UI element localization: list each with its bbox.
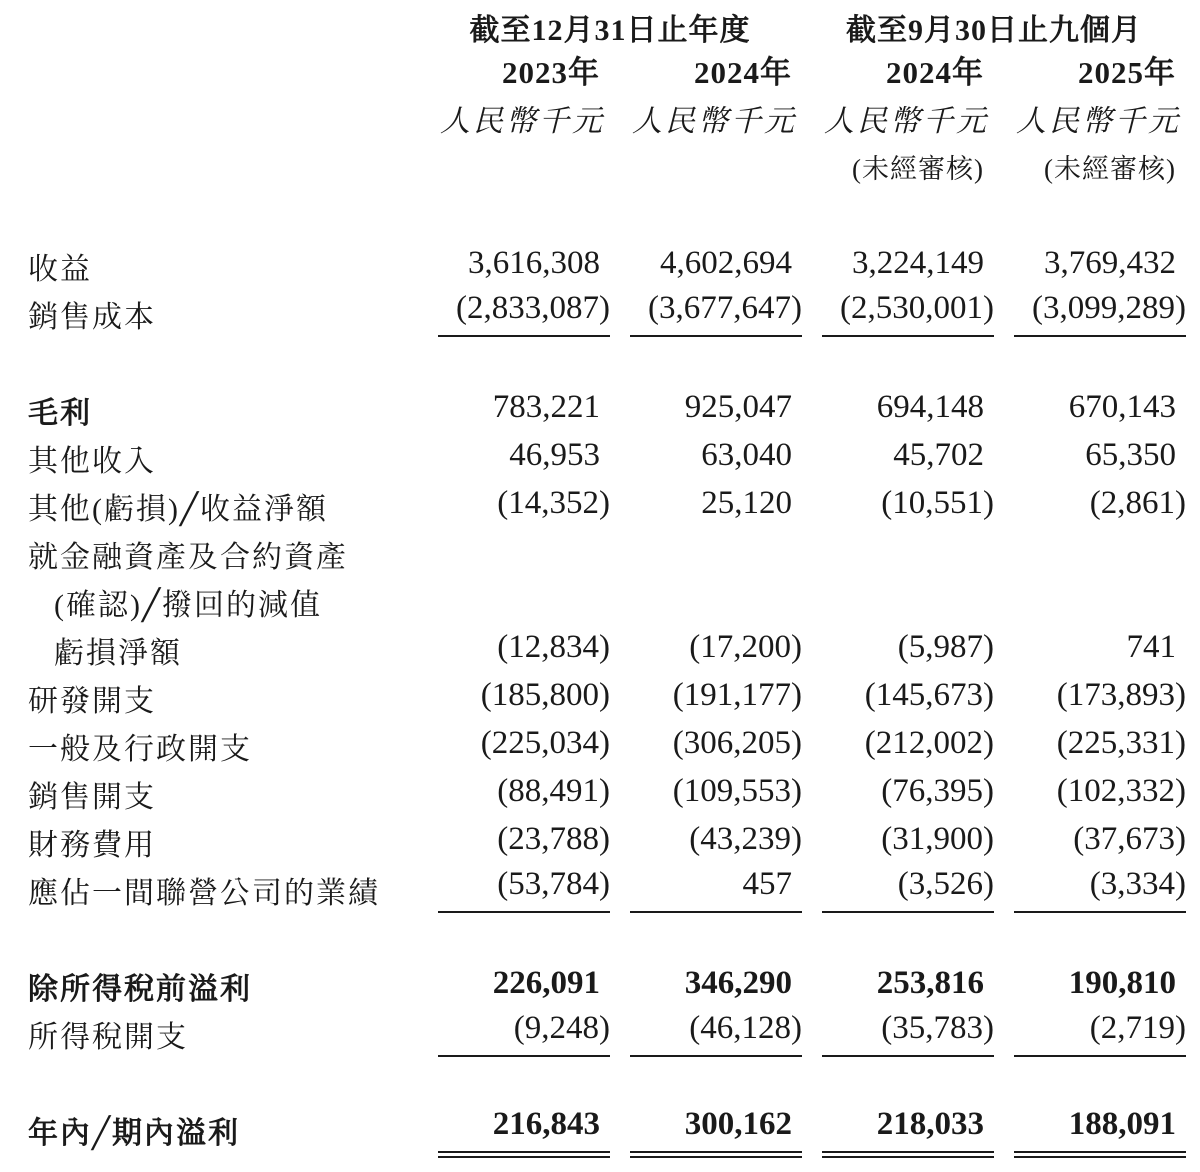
value-cell: 216,843 bbox=[418, 1106, 610, 1154]
value-cell: (212,002) bbox=[864, 725, 994, 761]
value-cell: 226,091 bbox=[492, 965, 600, 1001]
year-header-2023: 2023年 bbox=[502, 55, 600, 90]
row-label: 年內╱期內溢利 bbox=[28, 1117, 241, 1150]
row-label: 收益 bbox=[28, 253, 92, 286]
value-cell: (37,673) bbox=[1073, 821, 1186, 857]
value-cell: 65,350 bbox=[1085, 437, 1176, 473]
row-label: 銷售開支 bbox=[28, 781, 156, 814]
value-cell: (53,784) bbox=[418, 866, 610, 914]
value-cell: 346,290 bbox=[684, 965, 792, 1001]
col-group-nine-months: 截至9月30日止九個月 bbox=[846, 14, 1142, 47]
row-profit-before-tax bbox=[28, 962, 1186, 1010]
row-label: 就金融資產及合約資產 bbox=[28, 541, 348, 574]
row-profit-for-the-period bbox=[28, 1106, 1186, 1154]
row-impairment-net-loss bbox=[28, 626, 1186, 674]
value-cell: (43,239) bbox=[689, 821, 802, 857]
value-cell: 25,120 bbox=[701, 485, 792, 521]
unit-cell: 人民幣千元 bbox=[440, 104, 605, 138]
row-label: 其他收入 bbox=[28, 445, 156, 478]
value-cell: (9,248) bbox=[418, 1010, 610, 1058]
year-header-2024: 2024年 bbox=[694, 55, 792, 90]
value-cell: 3,616,308 bbox=[468, 245, 600, 281]
value-cell: (2,719) bbox=[994, 1010, 1186, 1058]
value-cell: (3,677,647) bbox=[610, 290, 802, 338]
row-label: 虧損淨額 bbox=[54, 637, 182, 670]
value-cell: (88,491) bbox=[497, 773, 610, 809]
value-cell: (102,332) bbox=[1056, 773, 1186, 809]
value-cell: 925,047 bbox=[684, 389, 792, 425]
value-cell: (5,987) bbox=[897, 629, 994, 665]
value-cell: 4,602,694 bbox=[660, 245, 792, 281]
row-share-of-associate-results bbox=[28, 866, 1186, 914]
empty-cell bbox=[610, 148, 802, 194]
row-label: 毛利 bbox=[28, 397, 92, 430]
spacer-row bbox=[28, 914, 1186, 962]
row-label: 除所得稅前溢利 bbox=[28, 973, 252, 1006]
row-admin-expenses bbox=[28, 722, 1186, 770]
row-label: 研發開支 bbox=[28, 685, 156, 718]
spacer-row bbox=[28, 1058, 1186, 1106]
empty-cell bbox=[610, 530, 802, 578]
value-cell: 694,148 bbox=[876, 389, 984, 425]
value-cell: 741 bbox=[1126, 629, 1176, 665]
row-label: 其他(虧損)╱收益淨額 bbox=[28, 493, 329, 526]
unaudited-note-row bbox=[28, 148, 1186, 194]
row-other-income bbox=[28, 434, 1186, 482]
value-cell: 783,221 bbox=[492, 389, 600, 425]
value-cell: (76,395) bbox=[881, 773, 994, 809]
row-label: 一般及行政開支 bbox=[28, 733, 252, 766]
value-cell: (2,530,001) bbox=[802, 290, 994, 338]
row-income-tax-expense bbox=[28, 1010, 1186, 1058]
value-cell: (35,783) bbox=[802, 1010, 994, 1058]
row-label: 銷售成本 bbox=[28, 301, 156, 334]
empty-cell bbox=[610, 578, 802, 626]
spacer-row bbox=[28, 338, 1186, 386]
empty-cell bbox=[802, 578, 994, 626]
empty-cell bbox=[994, 530, 1186, 578]
unit-cell: 人民幣千元 bbox=[632, 104, 797, 138]
row-cost-of-sales bbox=[28, 290, 1186, 338]
currency-unit-row bbox=[28, 100, 1186, 148]
value-cell: (2,833,087) bbox=[418, 290, 610, 338]
value-cell: 670,143 bbox=[1068, 389, 1176, 425]
value-cell: (3,526) bbox=[802, 866, 994, 914]
row-other-net-loss-gain bbox=[28, 482, 1186, 530]
value-cell: (23,788) bbox=[497, 821, 610, 857]
row-label: (確認)╱撥回的減值 bbox=[54, 589, 323, 622]
value-cell: 3,224,149 bbox=[852, 245, 984, 281]
col-group-year-ended: 截至12月31日止年度 bbox=[469, 14, 751, 47]
empty-cell bbox=[802, 530, 994, 578]
empty-cell bbox=[994, 578, 1186, 626]
row-selling-expenses bbox=[28, 770, 1186, 818]
value-cell: 188,091 bbox=[994, 1106, 1186, 1154]
empty-cell bbox=[28, 148, 418, 194]
unaudited-note: (未經審核) bbox=[852, 153, 984, 184]
unit-cell: 人民幣千元 bbox=[824, 104, 989, 138]
row-gross-profit bbox=[28, 386, 1186, 434]
value-cell: 46,953 bbox=[509, 437, 600, 473]
row-finance-costs bbox=[28, 818, 1186, 866]
value-cell: 253,816 bbox=[876, 965, 984, 1001]
value-cell: 457 bbox=[610, 866, 802, 914]
value-cell: (145,673) bbox=[864, 677, 994, 713]
value-cell: (109,553) bbox=[672, 773, 802, 809]
value-cell: (12,834) bbox=[497, 629, 610, 665]
empty-cell bbox=[28, 100, 418, 148]
value-cell: 63,040 bbox=[701, 437, 792, 473]
value-cell: (225,331) bbox=[1056, 725, 1186, 761]
value-cell: 190,810 bbox=[1068, 965, 1176, 1001]
empty-cell bbox=[28, 2, 418, 52]
income-statement-table bbox=[28, 2, 1186, 1154]
year-header-2024-interim: 2024年 bbox=[886, 55, 984, 90]
empty-cell bbox=[418, 578, 610, 626]
value-cell: (185,800) bbox=[480, 677, 610, 713]
value-cell: 218,033 bbox=[802, 1106, 994, 1154]
year-header-2025-interim: 2025年 bbox=[1078, 55, 1176, 90]
empty-cell bbox=[418, 530, 610, 578]
row-impairment-line1 bbox=[28, 530, 1186, 578]
value-cell: (191,177) bbox=[672, 677, 802, 713]
value-cell: (2,861) bbox=[1089, 485, 1186, 521]
row-label: 所得稅開支 bbox=[28, 1021, 188, 1054]
value-cell: (17,200) bbox=[689, 629, 802, 665]
row-revenue bbox=[28, 242, 1186, 290]
value-cell: (173,893) bbox=[1056, 677, 1186, 713]
unaudited-note: (未經審核) bbox=[1044, 153, 1176, 184]
empty-cell bbox=[418, 148, 610, 194]
empty-cell bbox=[28, 52, 418, 100]
spacer-row bbox=[28, 194, 1186, 242]
value-cell: (306,205) bbox=[672, 725, 802, 761]
value-cell: (31,900) bbox=[881, 821, 994, 857]
unit-cell: 人民幣千元 bbox=[1016, 104, 1181, 138]
column-group-header-row bbox=[28, 2, 1186, 52]
row-label: 應佔一間聯營公司的業績 bbox=[28, 877, 380, 910]
value-cell: (225,034) bbox=[480, 725, 610, 761]
value-cell: 3,769,432 bbox=[1044, 245, 1176, 281]
value-cell: (46,128) bbox=[610, 1010, 802, 1058]
year-header-row bbox=[28, 52, 1186, 100]
value-cell: (14,352) bbox=[497, 485, 610, 521]
row-rnd-expenses bbox=[28, 674, 1186, 722]
value-cell: (3,334) bbox=[994, 866, 1186, 914]
value-cell: (10,551) bbox=[881, 485, 994, 521]
value-cell: 300,162 bbox=[610, 1106, 802, 1154]
value-cell: (3,099,289) bbox=[994, 290, 1186, 338]
row-label: 財務費用 bbox=[28, 829, 156, 862]
value-cell: 45,702 bbox=[893, 437, 984, 473]
row-impairment-line2 bbox=[28, 578, 1186, 626]
